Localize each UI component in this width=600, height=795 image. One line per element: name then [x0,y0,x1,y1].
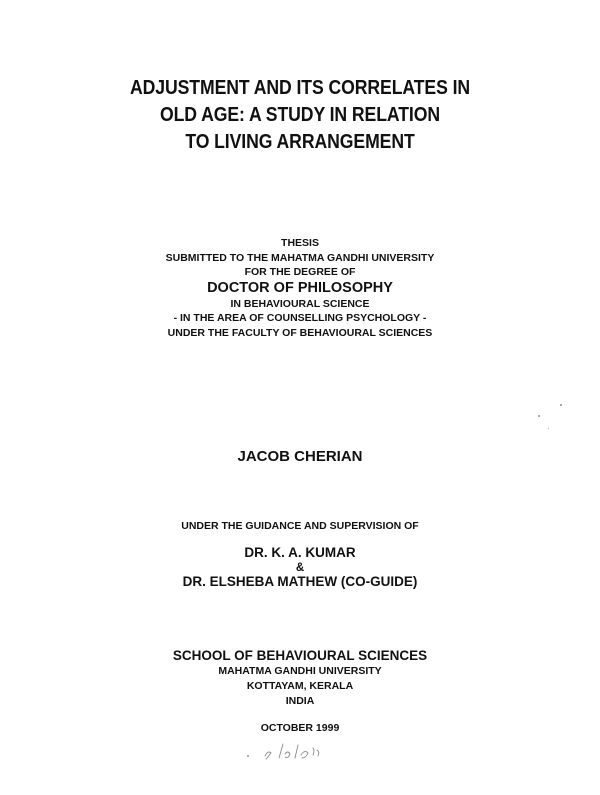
thesis-title [42,74,558,155]
research-area: - IN THE AREA OF COUNSELLING PSYCHOLOGY - [173,312,427,325]
scan-speck [560,404,562,406]
country: INDIA [285,695,315,707]
discipline: IN BEHAVIOURAL SCIENCE [230,297,370,310]
submission-statement [0,236,600,341]
co-guide-name: DR. ELSHEBA MATHEW (CO-GUIDE) [182,573,418,589]
guide-name: DR. K. A. KUMAR [244,545,356,560]
school-name: SCHOOL OF BEHAVIOURAL SCIENCES [172,648,428,663]
scan-speck [247,755,249,757]
title-line-3: TO LIVING ARRANGEMENT [185,130,415,153]
handwritten-mark [255,738,345,764]
scan-speck [548,428,549,429]
supervisors [0,545,600,590]
author-name: JACOB CHERIAN [237,448,363,465]
thesis-label: THESIS [281,237,319,249]
university-name: MAHATMA GANDHI UNIVERSITY [218,665,382,677]
degree-name: DOCTOR OF PHILOSOPHY [207,279,393,296]
title-line-1: ADJUSTMENT AND ITS CORRELATES IN [129,76,471,99]
guide-conjunction: & [295,561,305,574]
for-degree: FOR THE DEGREE OF [244,266,356,279]
location: KOTTAYAM, KERALA [246,680,354,692]
submitted-to: SUBMITTED TO THE MAHATMA GANDHI UNIVERSITY [165,251,435,264]
faculty: UNDER THE FACULTY OF BEHAVIOURAL SCIENCES [167,326,433,339]
submission-date: OCTOBER 1999 [260,722,340,734]
scan-speck [538,415,540,417]
guidance-label: UNDER THE GUIDANCE AND SUPERVISION OF [181,520,419,532]
title-line-2: OLD AGE: A STUDY IN RELATION [159,103,441,126]
institution-block [0,647,600,709]
